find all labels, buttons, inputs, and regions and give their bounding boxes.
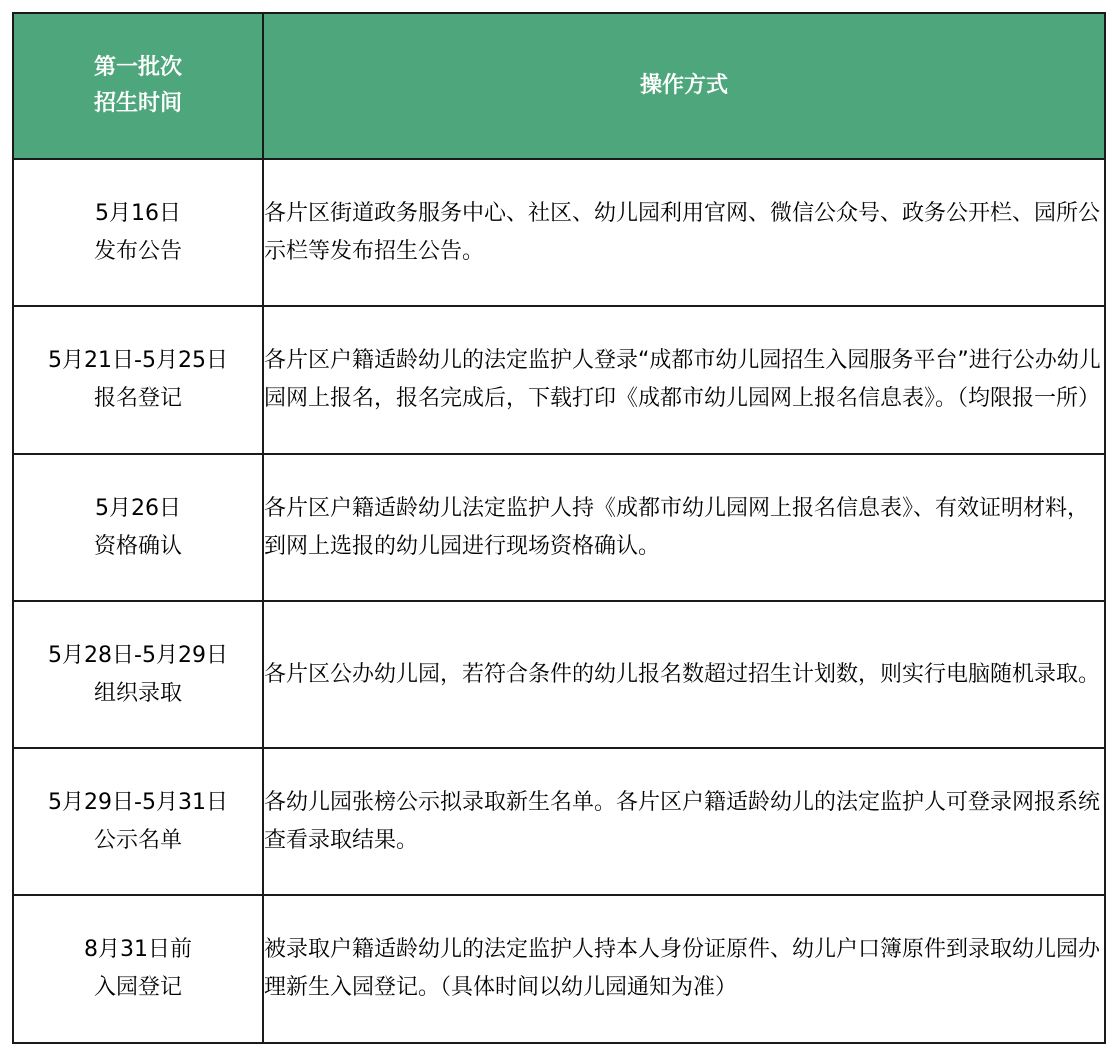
date-text: 5月28日-5月29日 — [48, 642, 228, 668]
stage-text: 入园登记 — [93, 975, 182, 1000]
description-cell: 被录取户籍适龄幼儿的法定监护人持本人身份证原件、幼儿户口簿原件到录取幼儿园办理新生入园登记。（具体时间以幼儿园通知为准） — [263, 895, 1105, 1043]
time-column-header — [13, 13, 263, 159]
time-cell — [13, 748, 263, 895]
time-column-header-line1: 第一批次 — [93, 55, 182, 80]
date-text: 5月21日-5月25日 — [48, 348, 228, 373]
table-row — [13, 601, 1105, 748]
time-cell — [13, 895, 263, 1043]
time-cell — [13, 454, 263, 601]
date-text: 5月26日 — [95, 495, 181, 521]
time-column-header-line2: 招生时间 — [93, 91, 182, 116]
time-cell — [13, 159, 263, 306]
stage-text: 组织录取 — [93, 680, 182, 706]
stage-text: 资格确认 — [93, 533, 182, 559]
table-row — [13, 454, 1105, 601]
date-text: 8月31日前 — [84, 937, 192, 962]
stage-text: 发布公告 — [93, 238, 182, 264]
description-cell: 各片区公办幼儿园，若符合条件的幼儿报名数超过招生计划数，则实行电脑随机录取。 — [263, 601, 1105, 748]
description-cell: 各幼儿园张榜公示拟录取新生名单。各片区户籍适龄幼儿的法定监护人可登录网报系统查看录取结果。 — [263, 748, 1105, 895]
date-text: 5月29日-5月31日 — [48, 789, 228, 815]
table-row — [13, 159, 1105, 306]
stage-text: 报名登记 — [93, 386, 182, 411]
date-text: 5月16日 — [95, 200, 181, 226]
table-row — [13, 895, 1105, 1043]
table-header-row — [13, 13, 1105, 159]
method-column-header: 操作方式 — [263, 13, 1105, 159]
time-cell — [13, 601, 263, 748]
description-cell: 各片区街道政务服务中心、社区、幼儿园利用官网、微信公众号、政务公开栏、园所公示栏等发布招生公告。 — [263, 159, 1105, 306]
table-row — [13, 306, 1105, 454]
description-cell: 各片区户籍适龄幼儿的法定监护人登录“成都市幼儿园招生入园服务平台”进行公办幼儿园网上报名，报名完成后，下载打印《成都市幼儿园网上报名信息表》。（均限报一所） — [263, 306, 1105, 454]
time-cell — [13, 306, 263, 454]
table-row — [13, 748, 1105, 895]
description-cell: 各片区户籍适龄幼儿法定监护人持《成都市幼儿园网上报名信息表》、有效证明材料，到网上选报的幼儿园进行现场资格确认。 — [263, 454, 1105, 601]
schedule-table — [12, 12, 1106, 1044]
enrollment-schedule — [12, 12, 1104, 1044]
stage-text: 公示名单 — [93, 827, 182, 853]
